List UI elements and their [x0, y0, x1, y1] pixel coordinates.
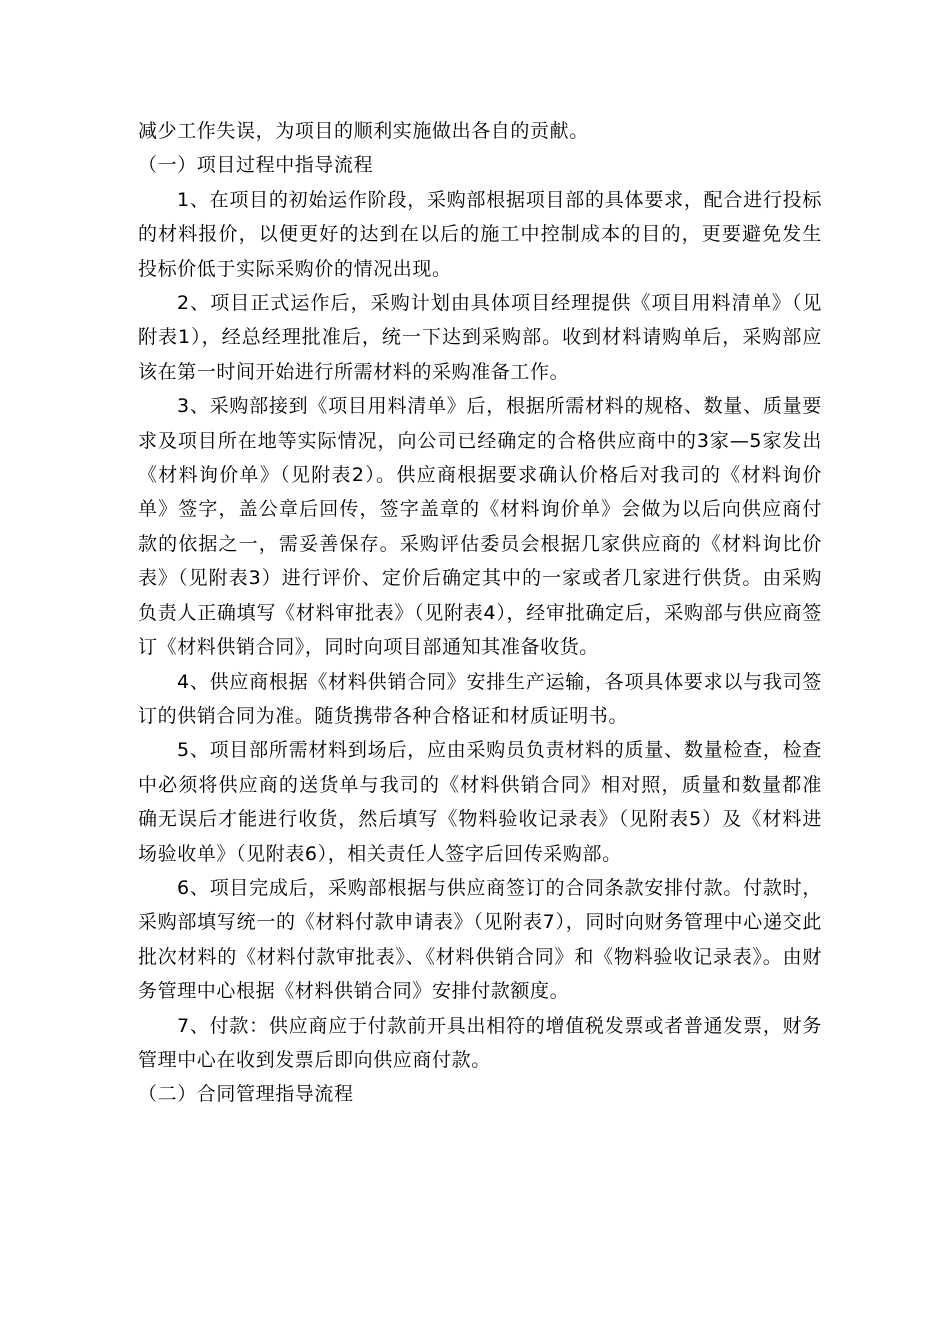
paragraph-item-7: 7、付款：供应商应于付款前开具出相符的增值税发票或者普通发票，财务管理中心在收到发票后即向供应商付款。 [138, 1014, 822, 1071]
paragraph-item-3: 3、采购部接到《项目用料清单》后，根据所需材料的规格、数量、质量要求及项目所在地等实际情况，向公司已经确定的合格供应商中的3家—5家发出《材料询价单》（见附表2）。供应商根据要求确认价格后对我司的《材料询价单》签字，盖公章后回传，签字盖章的《材料询价单》会做为以后向供应商付款的依据之一，需妥善保存。采购评估委员会根据几家供应商的《材料询比价表》（见附表3）进行评价、定价后确定其中的一家或者几家进行供货。由采购负责人正确填写《材料审批表》（见附表4），经审批确定后，采购部与供应商签订《材料供销合同》，同时向项目部通知其准备收货。 [138, 395, 822, 659]
section-heading-2: （二）合同管理指导流程 [138, 1083, 354, 1106]
paragraph-item-6: 6、项目完成后，采购部根据与供应商签订的合同条款安排付款。付款时，采购部填写统一的《材料付款申请表》（见附表7），同时向财务管理中心递交此批次材料的《材料付款审批表》、《材料供销合同》和《物料验收记录表》。由财务管理中心根据《材料供销合同》安排付款额度。 [138, 876, 822, 1003]
paragraph-continuation: 减少工作失误，为项目的顺利实施做出各自的贡献。 [138, 120, 589, 142]
paragraph-item-5: 5、项目部所需材料到场后，应由采购员负责材料的质量、数量检查，检查中必须将供应商的送货单与我司的《材料供销合同》相对照，质量和数量都准确无误后才能进行收货，然后填写《物料验收记录表》（见附表5）及《材料进场验收单》（见附表6），相关责任人签字后回传采购部。 [138, 739, 822, 865]
document-body [138, 114, 822, 1112]
section-heading-1: （一）项目过程中指导流程 [138, 154, 374, 177]
paragraph-item-1: 1、在项目的初始运作阶段，采购部根据项目部的具体要求，配合进行投标的材料报价，以便更好的达到在以后的施工中控制成本的目的，更要避免发生投标价低于实际采购价的情况出现。 [138, 188, 822, 280]
paragraph-item-4: 4、供应商根据《材料供销合同》安排生产运输，各项具体要求以与我司签订的供销合同为准。随货携带各种合格证和材质证明书。 [138, 670, 822, 727]
paragraph-item-2: 2、项目正式运作后，采购计划由具体项目经理提供《项目用料清单》（见附表1），经总经理批准后，统一下达到采购部。收到材料请购单后，采购部应该在第一时间开始进行所需材料的采购准备工作。 [138, 292, 822, 383]
